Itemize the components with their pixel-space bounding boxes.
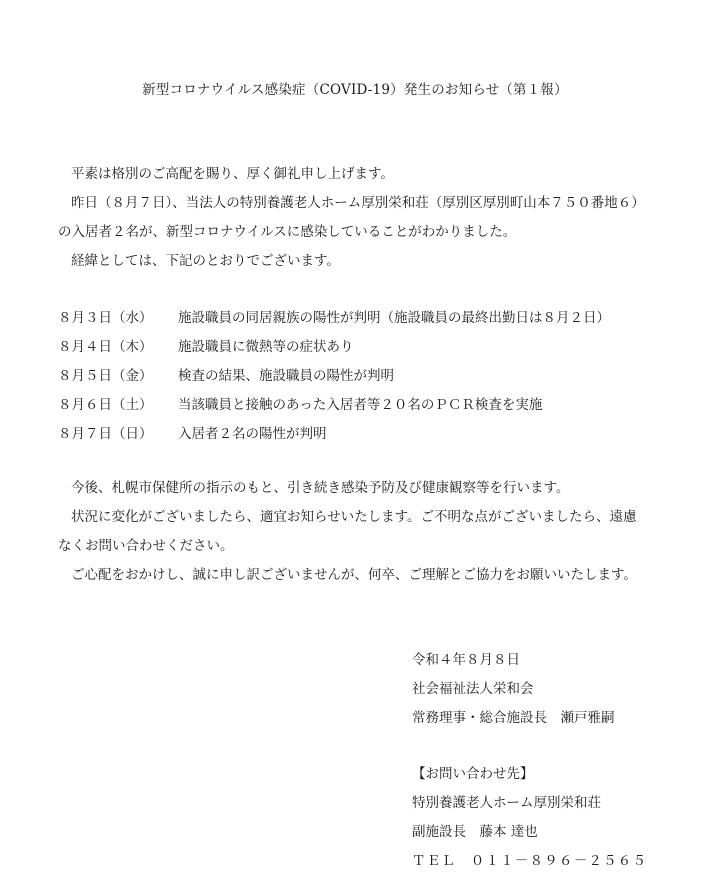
timeline-date: ８月６日（土）: [58, 397, 153, 413]
document-title: 新型コロナウイルス感染症（COVID-19）発生のお知らせ（第１報）: [142, 82, 568, 98]
contact-person: 副施設長 藤本 達也: [412, 824, 538, 840]
closing-line: なくお問い合わせください。: [58, 538, 234, 554]
closing-line: 状況に変化がございましたら、適宜お知らせいたします。ご不明な点がございましたら、遠慮: [71, 509, 637, 525]
timeline-date: ８月５日（金）: [58, 368, 153, 384]
issue-date: 令和４年８月８日: [412, 652, 520, 668]
timeline-event: 入居者２名の陽性が判明: [178, 426, 327, 442]
closing-line: ご心配をおかけし、誠に申し訳ございませんが、何卒、ご理解とご協力をお願いいたします。: [71, 567, 637, 583]
contact-phone: ＴＥＬ ０１１－８９６－２５６５: [412, 853, 648, 869]
closing-line: 今後、札幌市保健所の指示のもと、引き続き感染予防及び健康観察等を行います。: [71, 480, 570, 496]
timeline-row: [58, 391, 610, 420]
timeline-list: [58, 304, 610, 449]
contact-block: [412, 760, 647, 876]
timeline-event: 施設職員の同居親族の陽性が判明（施設職員の最終出勤日は８月２日）: [178, 310, 610, 326]
signer-name: 常務理事・総合施設長 瀬戸雅嗣: [412, 710, 615, 726]
timeline-date: ８月７日（日）: [58, 426, 153, 442]
intro-line: 平素は格別のご高配を賜り、厚く御礼申し上げます。: [71, 166, 394, 182]
timeline-date: ８月３日（水）: [58, 310, 153, 326]
intro-line: の入居者２名が、新型コロナウイルスに感染していることがわかりました。: [58, 224, 517, 240]
timeline-date: ８月４日（木）: [58, 339, 153, 355]
timeline-event: 施設職員に微熱等の症状あり: [178, 339, 354, 355]
intro-line: 経緯としては、下記のとおりでございます。: [71, 253, 340, 269]
intro-line: 昨日（８月７日）、当法人の特別養護老人ホーム厚別栄和荘（厚別区厚別町山本７５０番地６）: [71, 195, 645, 211]
timeline-row: [58, 304, 610, 333]
timeline-row: [58, 333, 610, 362]
organization-name: 社会福祉法人栄和会: [412, 681, 534, 697]
timeline-event: 当該職員と接触のあった入居者等２０名のＰＣＲ検査を実施: [178, 397, 543, 413]
intro-section: [58, 160, 658, 276]
contact-heading: 【お問い合わせ先】: [412, 766, 534, 782]
timeline-row: [58, 420, 610, 449]
timeline-event: 検査の結果、施設職員の陽性が判明: [178, 368, 394, 384]
closing-section: [58, 474, 658, 590]
contact-facility: 特別養護老人ホーム厚別栄和荘: [412, 795, 601, 811]
signature-block: [412, 646, 615, 733]
timeline-row: [58, 362, 610, 391]
